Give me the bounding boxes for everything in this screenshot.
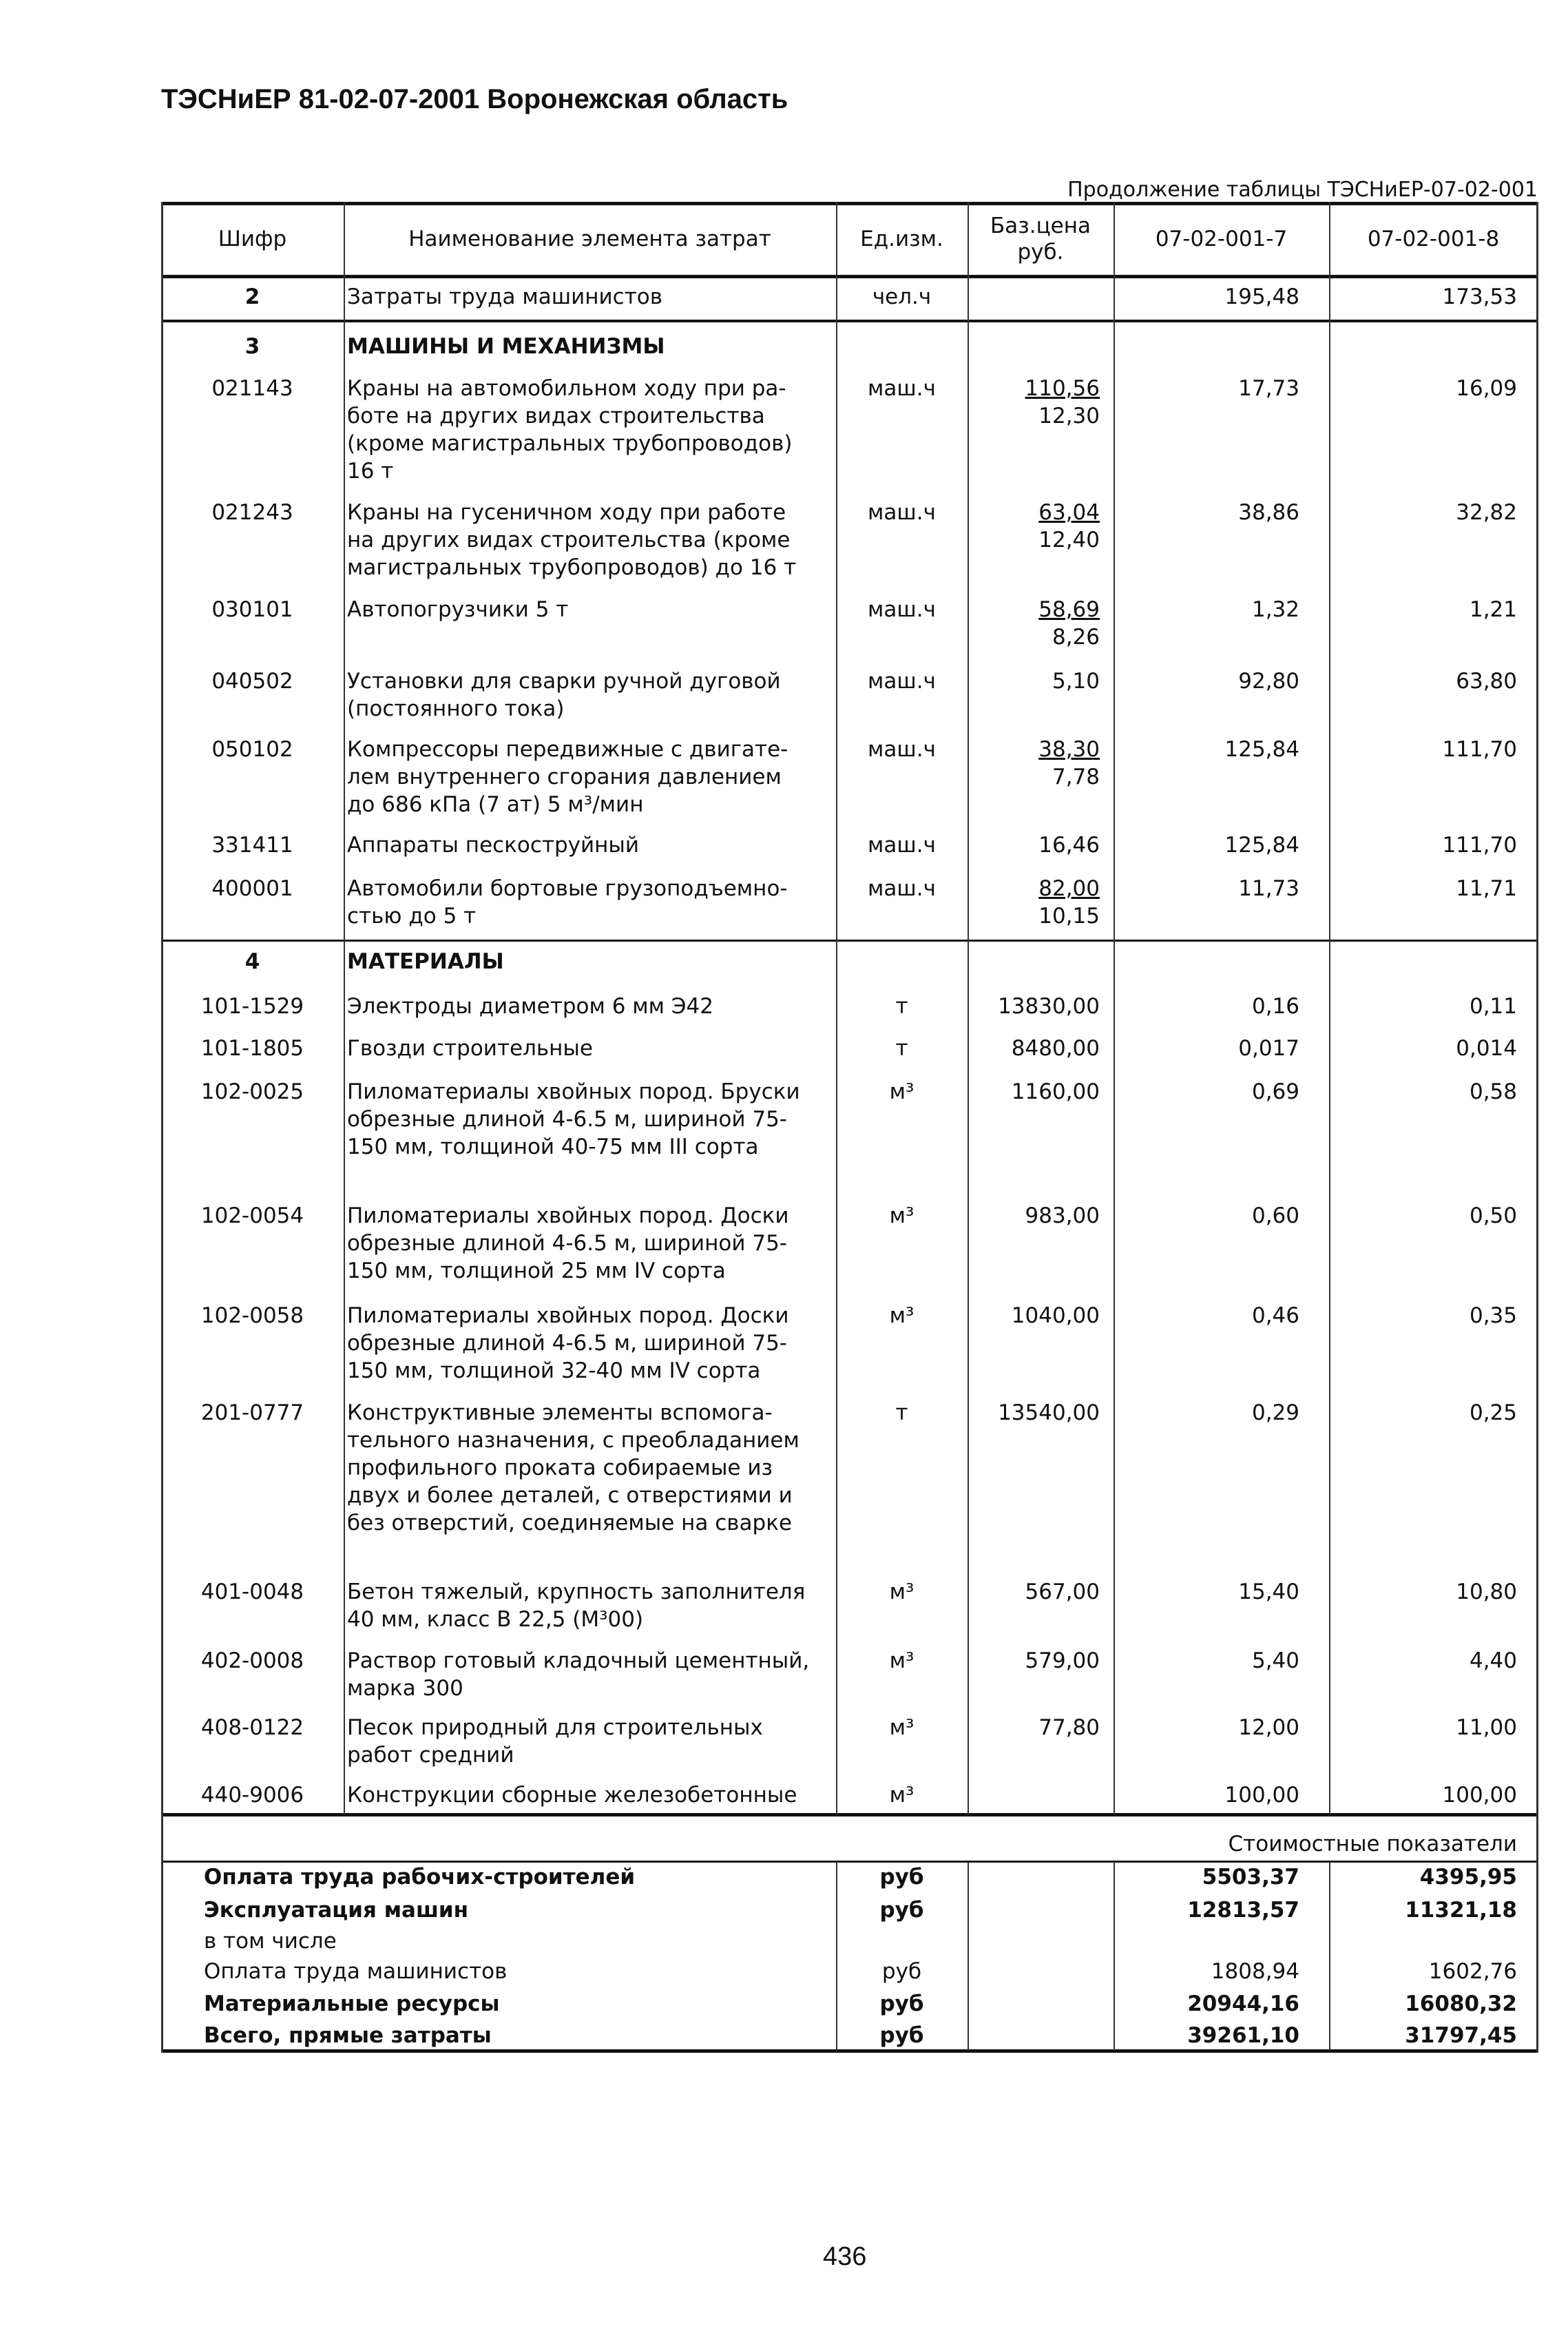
row-base-price: 77,80 <box>1038 1715 1100 1740</box>
header-v7: 07-02-001-7 <box>1155 227 1288 251</box>
row-value-07-02-001-8: 10,80 <box>1456 1580 1517 1604</box>
row-code: 102-0054 <box>200 1203 304 1228</box>
row-value-07-02-001-8: 4,40 <box>1469 1648 1517 1673</box>
row-value-07-02-001-7: 125,84 <box>1224 737 1299 762</box>
row-name: Краны на гусеничном ходу при работе на других видах строительства (кроме магистральных трубопроводов) до 16 т <box>347 500 797 580</box>
row-value-07-02-001-7: 15,40 <box>1238 1580 1299 1604</box>
row-base-price: 5,10 <box>1052 669 1100 694</box>
table-rule <box>161 2049 1538 2053</box>
document-title: ТЭСНиЕР 81-02-07-2001 Воронежская область <box>161 84 788 114</box>
row-unit: маш.ч <box>868 833 936 858</box>
row-name: Автомобили бортовые грузоподъемно- стью до 5 т <box>347 876 788 929</box>
row-value-07-02-001-7: 1,32 <box>1251 597 1299 622</box>
row-unit: м³ <box>889 1079 914 1104</box>
table-continuation-caption: Продолжение таблицы ТЭСНиЕР-07-02-001 <box>1067 178 1538 202</box>
row-value-07-02-001-8: 32,82 <box>1456 500 1517 525</box>
row-base-price-secondary: 12,40 <box>1038 528 1100 552</box>
row-code: 030101 <box>211 597 293 622</box>
row-unit: м³ <box>889 1203 914 1228</box>
row-name: Конструкции сборные железобетонные <box>347 1783 797 1808</box>
row-value-07-02-001-7: 5,40 <box>1251 1648 1299 1673</box>
row-base-price: 63,04 <box>1038 500 1100 525</box>
summary-value-07-02-001-7: 5503,37 <box>1202 1865 1299 1889</box>
summary-value-07-02-001-8: 11321,18 <box>1405 1898 1517 1923</box>
row-unit: т <box>895 994 908 1019</box>
row-code: 021143 <box>211 376 293 401</box>
row-name: Гвозди строительные <box>347 1036 593 1061</box>
summary-value-07-02-001-7: 39261,10 <box>1187 2023 1299 2048</box>
summary-unit: руб <box>881 1959 922 1984</box>
row-base-price: 1160,00 <box>1011 1079 1100 1104</box>
row-name: Пиломатериалы хвойных пород. Доски обрезные длиной 4-6.5 м, шириной 75- 150 мм, толщиной 32-40 мм IV сорта <box>347 1303 789 1383</box>
row-code: 050102 <box>211 737 293 762</box>
row-value-07-02-001-8: 100,00 <box>1442 1783 1517 1808</box>
row-value-07-02-001-7: 125,84 <box>1224 833 1299 858</box>
row-value-07-02-001-8: 0,35 <box>1469 1303 1517 1328</box>
column-divider <box>344 202 345 1814</box>
row-name: Бетон тяжелый, крупность заполнителя 40 мм, класс В 22,5 (М³00) <box>347 1580 806 1632</box>
row-name: Краны на автомобильном ходу при ра- боте на других видах строительства (кроме магистральных трубопроводов) 16 т <box>347 376 793 484</box>
row-base-price: 13830,00 <box>998 994 1100 1019</box>
summary-value-07-02-001-8: 4395,95 <box>1419 1865 1517 1889</box>
row-base-price: 38,30 <box>1038 737 1100 762</box>
row-value-07-02-001-7: 17,73 <box>1238 376 1299 401</box>
row-value-07-02-001-7: 0,16 <box>1251 994 1299 1019</box>
row-name: МАШИНЫ И МЕХАНИЗМЫ <box>347 334 665 359</box>
page-number: 436 <box>823 2242 867 2271</box>
row-value-07-02-001-7: 0,29 <box>1251 1400 1299 1425</box>
row-value-07-02-001-7: 100,00 <box>1224 1783 1299 1808</box>
summary-label: Эксплуатация машин <box>204 1898 469 1923</box>
row-code: 402-0008 <box>200 1648 304 1673</box>
summary-value-07-02-001-8: 31797,45 <box>1405 2023 1517 2048</box>
row-name: Пиломатериалы хвойных пород. Бруски обрезные длиной 4-6.5 м, шириной 75- 150 мм, толщиной 40-75 мм III сорта <box>347 1079 800 1159</box>
row-value-07-02-001-8: 63,80 <box>1456 669 1517 694</box>
row-code: 102-0058 <box>200 1303 304 1328</box>
row-value-07-02-001-8: 0,50 <box>1469 1203 1517 1228</box>
row-value-07-02-001-8: 111,70 <box>1442 833 1517 858</box>
row-base-price: 8480,00 <box>1011 1036 1100 1061</box>
table-rule <box>161 1861 1538 1863</box>
summary-label: Всего, прямые затраты <box>204 2023 492 2048</box>
row-name: Конструктивные элементы вспомога- тельного назначения, с преобладанием профильного проката собираемые из двух и более деталей, с отверстиями и без отверстий, соединяемые на сварке <box>347 1400 799 1535</box>
row-value-07-02-001-8: 11,00 <box>1456 1715 1517 1740</box>
row-value-07-02-001-8: 0,25 <box>1469 1400 1517 1425</box>
header-code: Шифр <box>218 227 287 251</box>
row-value-07-02-001-7: 0,017 <box>1238 1036 1299 1061</box>
row-code: 440-9006 <box>200 1783 304 1808</box>
header-name: Наименование элемента затрат <box>408 227 771 251</box>
row-value-07-02-001-7: 0,60 <box>1251 1203 1299 1228</box>
row-name: Компрессоры передвижные с двигате- лем внутреннего сгорания давлением до 686 кПа (7 ат) 5 м³/мин <box>347 737 788 817</box>
row-value-07-02-001-7: 12,00 <box>1238 1715 1299 1740</box>
row-name: Автопогрузчики 5 т <box>347 597 569 622</box>
row-unit: маш.ч <box>868 669 936 694</box>
row-code: 021243 <box>211 500 293 525</box>
row-code: 201-0777 <box>200 1400 304 1425</box>
row-base-price-secondary: 7,78 <box>1052 765 1100 789</box>
row-base-price: 58,69 <box>1038 597 1100 622</box>
row-base-price: 110,56 <box>1025 376 1100 401</box>
row-value-07-02-001-7: 92,80 <box>1238 669 1299 694</box>
row-base-price: 13540,00 <box>998 1400 1100 1425</box>
summary-label: в том числе <box>204 1929 337 1954</box>
summary-value-07-02-001-7: 20944,16 <box>1187 1991 1299 2016</box>
row-value-07-02-001-8: 173,53 <box>1442 284 1517 309</box>
header-price: Баз.цена руб. <box>990 214 1091 265</box>
summary-label: Оплата труда рабочих-строителей <box>204 1865 636 1889</box>
row-value-07-02-001-8: 111,70 <box>1442 737 1517 762</box>
row-base-price-secondary: 8,26 <box>1052 625 1100 650</box>
table-border-right <box>1536 202 1538 2053</box>
row-base-price-secondary: 12,30 <box>1038 404 1100 428</box>
row-base-price: 1040,00 <box>1011 1303 1100 1328</box>
table-rule <box>161 320 1538 322</box>
row-unit: чел.ч <box>872 284 932 309</box>
table-rule <box>161 1813 1538 1816</box>
summary-label: Оплата труда машинистов <box>204 1959 508 1984</box>
row-name: Песок природный для строительных работ средний <box>347 1715 763 1768</box>
row-name: Аппараты пескоструйный <box>347 833 640 858</box>
row-unit: т <box>895 1400 908 1425</box>
row-code: 040502 <box>211 669 293 694</box>
summary-value-07-02-001-8: 1602,76 <box>1428 1959 1517 1984</box>
row-unit: т <box>895 1036 908 1061</box>
row-value-07-02-001-7: 11,73 <box>1238 876 1299 901</box>
row-code: 3 <box>244 334 260 359</box>
summary-unit: руб <box>879 1865 924 1889</box>
row-name: Затраты труда машинистов <box>347 284 663 309</box>
row-code: 101-1805 <box>200 1036 304 1061</box>
header-v8: 07-02-001-8 <box>1367 227 1500 251</box>
row-value-07-02-001-7: 0,69 <box>1251 1079 1299 1104</box>
row-code: 102-0025 <box>200 1079 304 1104</box>
row-code: 401-0048 <box>200 1580 304 1604</box>
table-rule <box>161 202 1538 205</box>
row-unit: маш.ч <box>868 737 936 762</box>
summary-unit: руб <box>879 1991 924 2016</box>
row-value-07-02-001-8: 0,11 <box>1469 994 1517 1019</box>
row-unit: маш.ч <box>868 597 936 622</box>
row-base-price: 82,00 <box>1038 876 1100 901</box>
row-value-07-02-001-7: 38,86 <box>1238 500 1299 525</box>
row-unit: м³ <box>889 1715 914 1740</box>
table-rule <box>161 940 1538 942</box>
summary-value-07-02-001-7: 1808,94 <box>1211 1959 1299 1984</box>
row-base-price: 579,00 <box>1025 1648 1100 1673</box>
row-base-price: 16,46 <box>1038 833 1100 858</box>
row-value-07-02-001-8: 1,21 <box>1469 597 1517 622</box>
row-name: МАТЕРИАЛЫ <box>347 949 504 974</box>
table-rule <box>161 275 1538 278</box>
row-code: 408-0122 <box>200 1715 304 1740</box>
summary-label: Материальные ресурсы <box>204 1991 500 2016</box>
summary-unit: руб <box>879 2023 924 2048</box>
row-name: Электроды диаметром 6 мм Э42 <box>347 994 713 1019</box>
row-base-price: 567,00 <box>1025 1580 1100 1604</box>
summary-value-07-02-001-8: 16080,32 <box>1405 1991 1517 2016</box>
row-code: 400001 <box>211 876 293 901</box>
row-unit: м³ <box>889 1303 914 1328</box>
row-value-07-02-001-7: 0,46 <box>1251 1303 1299 1328</box>
row-code: 101-1529 <box>200 994 304 1019</box>
table-border-left <box>161 202 163 2053</box>
summary-value-07-02-001-7: 12813,57 <box>1187 1898 1299 1923</box>
row-value-07-02-001-7: 195,48 <box>1224 284 1299 309</box>
row-unit: маш.ч <box>868 376 936 401</box>
header-unit: Ед.изм. <box>860 227 943 251</box>
row-code: 4 <box>244 949 260 974</box>
row-base-price-secondary: 10,15 <box>1038 904 1100 929</box>
row-code: 331411 <box>211 833 293 858</box>
row-unit: м³ <box>889 1783 914 1808</box>
row-unit: м³ <box>889 1648 914 1673</box>
row-unit: маш.ч <box>868 876 936 901</box>
row-name: Пиломатериалы хвойных пород. Доски обрезные длиной 4-6.5 м, шириной 75- 150 мм, толщиной 25 мм IV сорта <box>347 1203 789 1283</box>
row-value-07-02-001-8: 11,71 <box>1456 876 1517 901</box>
column-divider <box>968 1862 969 2051</box>
row-unit: маш.ч <box>868 500 936 525</box>
summary-unit: руб <box>879 1898 924 1923</box>
row-value-07-02-001-8: 0,014 <box>1456 1036 1517 1061</box>
row-value-07-02-001-8: 0,58 <box>1469 1079 1517 1104</box>
row-unit: м³ <box>889 1580 914 1604</box>
summary-caption: Стоимостные показатели <box>1228 1832 1517 1856</box>
row-value-07-02-001-8: 16,09 <box>1456 376 1517 401</box>
row-name: Установки для сварки ручной дуговой (постоянного тока) <box>347 669 781 721</box>
row-base-price: 983,00 <box>1025 1203 1100 1228</box>
row-code: 2 <box>244 284 260 309</box>
row-name: Раствор готовый кладочный цементный, марка 300 <box>347 1648 810 1701</box>
